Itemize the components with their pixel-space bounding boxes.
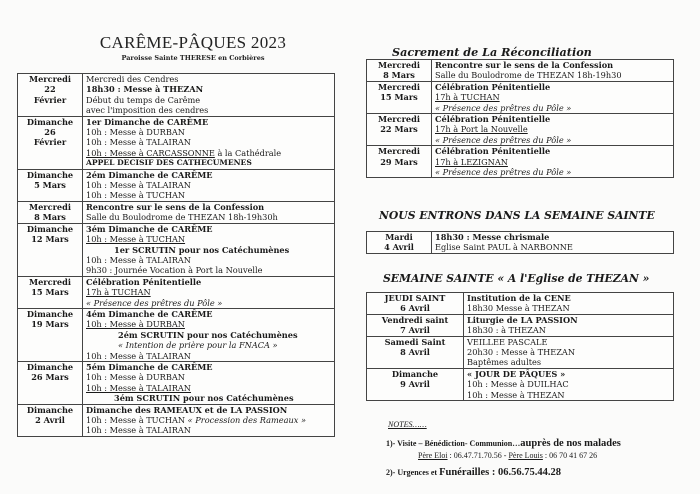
day: 19 Mars	[31, 319, 69, 330]
event-line: Salle du Boulodrome de THEZAN 18h-19h30	[435, 70, 622, 81]
event-line: APPEL DECISIF DES CATHECUMENES	[86, 158, 252, 168]
day: 8 Mars	[383, 70, 415, 81]
date-cell	[18, 74, 83, 117]
event-text: 10h : Messe à TUCHAN	[86, 415, 186, 425]
event-line: « Présence des prêtres du Pôle »	[435, 102, 572, 113]
event-line: « JOUR DE PÂQUES »	[467, 368, 566, 379]
weekday: Dimanche	[391, 368, 439, 379]
event-line: « Présence des prêtres du Pôle »	[435, 167, 572, 178]
event-line: 10h : Messe à TUCHAN	[86, 190, 186, 201]
table-row	[18, 201, 335, 223]
date-cell	[367, 114, 432, 146]
weekday: Dimanche	[26, 223, 74, 234]
event-cell	[464, 368, 674, 400]
event-line: 17h à LEZIGNAN	[435, 156, 508, 167]
event-line: Célébration Pénitentielle	[435, 114, 551, 125]
day: 7 Avril	[400, 325, 430, 336]
day: 26	[44, 127, 56, 138]
event-cell	[83, 201, 335, 223]
weekday: Dimanche	[26, 404, 74, 415]
date-cell	[367, 336, 464, 368]
event-line: 4ém Dimanche de CARÊME	[86, 308, 213, 319]
contact-name: Père Louis	[508, 451, 543, 460]
date-cell	[367, 81, 432, 113]
event-location-detail: à la Cathédrale	[217, 147, 282, 158]
contact-name: Père Eloi	[418, 451, 448, 460]
day: 8 Avril	[400, 347, 430, 358]
event-line: « Présence des prêtres du Pôle »	[435, 134, 572, 145]
event-line: 18h30 : Messe à THEZAN	[86, 84, 204, 95]
section-title-holy-week-intro: NOUS ENTRONS DANS LA SEMAINE SAINTE	[379, 209, 655, 222]
weekday: Mercredi	[29, 201, 71, 212]
weekday: Dimanche	[26, 116, 74, 127]
month: Février	[33, 94, 67, 105]
event-cell	[432, 81, 674, 113]
date-cell	[367, 232, 432, 254]
event-line: 20h30 : Messe à THEZAN	[467, 347, 575, 358]
event-cell	[83, 116, 335, 169]
date-cell	[18, 201, 83, 223]
date-cell	[18, 276, 83, 308]
note-visits	[386, 438, 621, 449]
event-line: avec l'imposition des cendres	[86, 105, 209, 116]
event-line: 10h : Messe à TALAIRAN	[86, 137, 191, 148]
date-cell	[367, 60, 432, 82]
event-line: Célébration Pénitentielle	[435, 81, 551, 92]
event-line: 10h : Messe à DUILHAC	[467, 379, 569, 390]
event-line: 1er Dimanche de CARÊME	[86, 116, 209, 127]
event-line: Rencontre sur le sens de la Confession	[86, 201, 265, 212]
date-cell	[367, 314, 464, 336]
event-line: 2ém Dimanche de CARÊME	[86, 169, 213, 180]
day: 22	[44, 84, 56, 95]
date-cell	[18, 404, 83, 436]
table-row	[18, 116, 335, 169]
event-cell	[464, 336, 674, 368]
weekday: Mercredi	[29, 74, 71, 84]
day: 2 Avril	[35, 415, 65, 425]
weekday: Vendredi saint	[381, 314, 449, 325]
parish-subtitle: Paroisse Sainte THERESE en Corbières	[121, 54, 265, 62]
event-cell	[432, 146, 674, 178]
event-cell	[83, 74, 335, 117]
weekday: Mercredi	[378, 81, 420, 92]
event-line: 3ém Dimanche de CARÊME	[86, 223, 213, 234]
event-line: « Intention de prière pour la FNACA »	[118, 340, 278, 351]
event-line: VEILLEE PASCALE	[467, 336, 548, 347]
event-cell	[432, 232, 674, 254]
event-line: 10h : Messe à DURBAN	[86, 127, 185, 138]
event-line: « Présence des prêtres du Pôle »	[86, 297, 223, 308]
event-line: Début du temps de Carême	[86, 94, 201, 105]
event-line: Dimanche des RAMEAUX et de LA PASSION	[86, 404, 288, 415]
event-line: Mercredi des Cendres	[86, 74, 179, 84]
event-line	[86, 148, 331, 158]
section-title-holy-week: SEMAINE SAINTE « A l'Eglise de THEZAN »	[383, 272, 650, 285]
event-line: 17h à TUCHAN	[435, 92, 500, 103]
weekday: Dimanche	[26, 361, 74, 372]
weekday: Samedi Saint	[384, 336, 446, 347]
table-row	[18, 404, 335, 436]
weekday: Mardi	[385, 232, 413, 242]
event-cell	[83, 223, 335, 276]
date-cell	[367, 146, 432, 178]
table-row	[18, 169, 335, 201]
event-line: 10h : Messe à TUCHAN	[86, 234, 186, 245]
event-line: 2ém SCRUTIN pour nos Catéchumènes	[118, 329, 298, 340]
date-cell	[367, 293, 464, 315]
table-row	[367, 146, 674, 178]
date-cell	[18, 308, 83, 361]
event-cell	[83, 308, 335, 361]
table-row	[367, 368, 674, 400]
event-line: 3ém SCRUTIN pour nos Catéchumènes	[114, 393, 294, 404]
event-line: 10h : Messe à DURBAN	[86, 319, 185, 330]
table-row	[18, 308, 335, 361]
contact-phone: : 06.47.71.70.56 -	[447, 451, 509, 460]
event-line: Célébration Pénitentielle	[86, 276, 202, 287]
table-row	[367, 114, 674, 146]
table-row	[18, 223, 335, 276]
day: 15 Mars	[380, 92, 418, 103]
event-line: Célébration Pénitentielle	[435, 146, 551, 157]
event-cell	[83, 361, 335, 404]
weekday: JEUDI SAINT	[384, 293, 446, 303]
note-emergencies	[386, 467, 561, 478]
event-line: 17h à TUCHAN	[86, 287, 151, 298]
day: 12 Mars	[31, 234, 69, 245]
day: 9 Avril	[400, 379, 430, 390]
section-title-reconciliation: Sacrement de La Réconciliation	[392, 45, 592, 59]
event-line: Liturgie de LA PASSION	[467, 314, 578, 325]
event-line: 18h30 : Messe chrismale	[435, 232, 550, 242]
table-row	[18, 361, 335, 404]
weekday: Dimanche	[26, 169, 74, 180]
event-cell	[432, 114, 674, 146]
day: 5 Mars	[34, 180, 66, 191]
day: 26 Mars	[31, 372, 69, 383]
table-row	[18, 74, 335, 117]
event-line: 10h : Messe à THEZAN	[467, 389, 565, 400]
weekday: Mercredi	[378, 114, 420, 125]
note-text: 1)- Visite – Bénédiction- Communion…	[386, 439, 521, 448]
day: 6 Avril	[400, 303, 430, 314]
date-cell	[18, 361, 83, 404]
month: Février	[33, 137, 67, 148]
event-cell	[464, 293, 674, 315]
event-line: Baptêmes adultes	[467, 357, 542, 368]
event-line: Salle du Boulodrome de THEZAN 18h-19h30h	[86, 212, 278, 223]
event-line: 5ém Dimanche de CARÊME	[86, 361, 213, 372]
event-note: « Procession des Rameaux »	[187, 415, 307, 425]
table-row	[367, 232, 674, 254]
event-location: 10h : Messe à CARCASSONNE	[86, 147, 215, 158]
event-line: 10h : Messe à TALAIRAN	[86, 382, 191, 393]
notes-heading: NOTES……	[388, 420, 427, 429]
note-emphasis: Funérailles : 06.56.75.44.28	[439, 467, 562, 478]
table-row	[367, 293, 674, 315]
event-cell	[83, 276, 335, 308]
day: 15 Mars	[31, 287, 69, 298]
event-line: 18h30 Messe à THEZAN	[467, 303, 570, 314]
event-line	[86, 415, 331, 425]
date-cell	[18, 116, 83, 169]
table-row	[367, 60, 674, 82]
event-line: 10h : Messe à DURBAN	[86, 372, 185, 383]
event-line: 9h30 : Journée Vocation à Port la Nouvelle	[86, 265, 263, 276]
table-row	[367, 336, 674, 368]
event-line: 18h30 : à THEZAN	[467, 325, 546, 336]
event-line: 17h à Port la Nouvelle	[435, 124, 528, 135]
date-cell	[18, 223, 83, 276]
event-line: 10h : Messe à TALAIRAN	[86, 180, 191, 191]
table-row	[367, 314, 674, 336]
event-line: Eglise Saint PAUL à NARBONNE	[435, 242, 573, 253]
weekday: Mercredi	[29, 276, 71, 287]
event-cell	[432, 60, 674, 82]
day: 8 Mars	[34, 212, 66, 223]
event-cell	[83, 169, 335, 201]
reconciliation-table	[366, 59, 674, 178]
event-cell	[83, 404, 335, 436]
weekday: Dimanche	[26, 308, 74, 319]
weekday: Mercredi	[378, 60, 420, 70]
day: 22 Mars	[380, 124, 418, 135]
event-line: 10h : Messe à TALAIRAN	[86, 254, 191, 265]
chrism-mass-table	[366, 231, 674, 254]
note-text: 2)- Urgences et	[386, 468, 440, 477]
page-title: CARÊME-PÂQUES 2023	[99, 33, 287, 52]
table-row	[367, 81, 674, 113]
event-cell	[464, 314, 674, 336]
contact-phone: : 06 70 41 67 26	[542, 451, 598, 460]
event-line: 10h : Messe à TALAIRAN	[86, 350, 191, 361]
lent-schedule-table	[17, 73, 335, 437]
date-cell	[367, 368, 464, 400]
event-line: Institution de la CENE	[467, 293, 571, 303]
event-line: 1er SCRUTIN pour nos Catéchumènes	[114, 244, 290, 255]
day: 4 Avril	[384, 242, 414, 253]
day: 29 Mars	[380, 156, 418, 167]
table-row	[18, 276, 335, 308]
event-line: Rencontre sur le sens de la Confession	[435, 60, 614, 70]
date-cell	[18, 169, 83, 201]
event-line: 10h : Messe à TALAIRAN	[86, 425, 191, 436]
holy-week-table	[366, 292, 674, 401]
note-contacts	[418, 451, 597, 460]
note-emphasis: auprès de nos malades	[520, 438, 621, 449]
weekday: Mercredi	[378, 146, 420, 157]
